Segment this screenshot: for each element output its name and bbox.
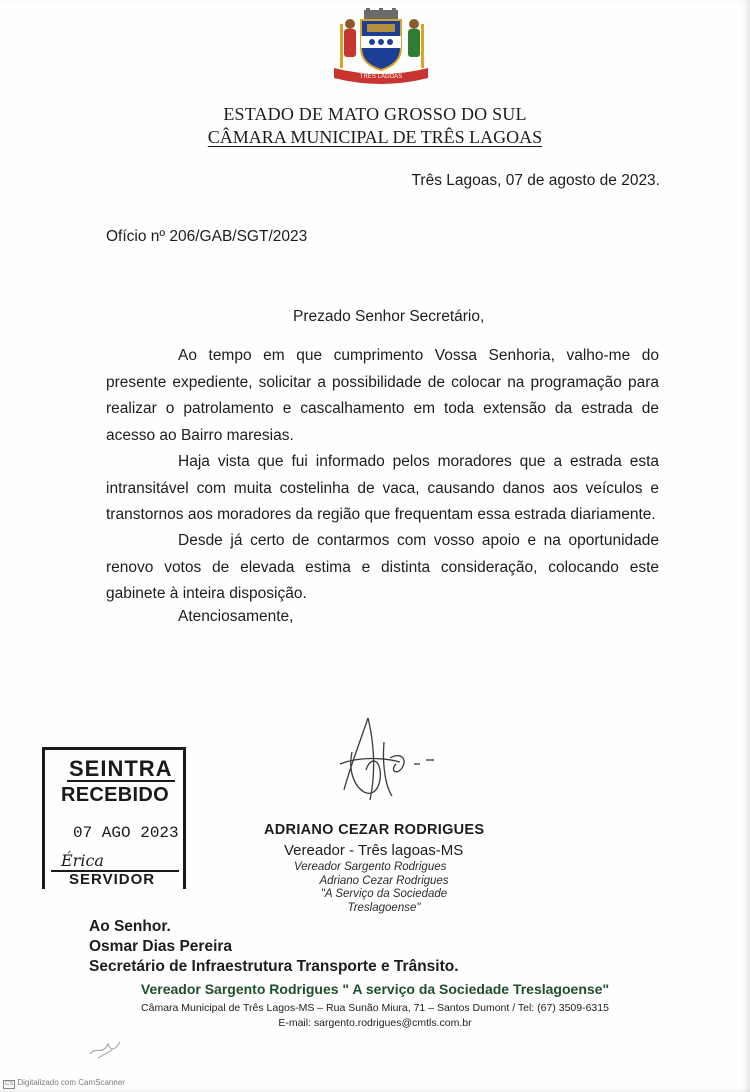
receipt-date: 07 AGO 2023: [73, 824, 179, 842]
recipient-name: Osmar Dias Pereira: [89, 938, 233, 955]
stamp-line: Treslagoense": [347, 901, 421, 914]
header-state: ESTADO DE MATO GROSSO DO SUL: [223, 104, 527, 124]
handwritten-signature: [330, 712, 440, 812]
scanner-text: Digitalizado com CamScanner: [17, 1078, 125, 1087]
footer-address: Câmara Municipal de Três Lagos-MS – Rua Sunão Miura, 71 – Santos Dumont / Tel: (67) 3509-6315: [141, 1002, 609, 1014]
recipient-title: Secretário de Infraestrutura Transporte e Trânsito.: [89, 958, 459, 975]
paragraph-request-text: Ao tempo em que cumprimento Vossa Senhoria, valho-me do presente expediente, solicitar a possibilidade de colocar na programação para realizar o patrolamento e cascalhamento em toda extensão da estrada de acesso ao Bairro maresias.: [106, 347, 659, 444]
paragraph-request: [106, 343, 659, 449]
recipient-greeting: Ao Senhor.: [89, 918, 171, 935]
scanner-watermark: [3, 1078, 125, 1089]
paragraph-reason: [106, 449, 659, 529]
stamp-line: "A Serviço da Sociedade: [320, 888, 448, 900]
paragraph-reason-text: Haja vista que fui informado pelos moradores que a estrada esta intransitável com muita costelinha de vaca, causando danos aos veículos e transtornos aos moradores da região que frequentam essa estrada diariamente.: [106, 453, 659, 523]
footer-email: E-mail: sargento.rodrigues@cmtls.com.br: [278, 1017, 472, 1029]
signer-name: ADRIANO CEZAR RODRIGUES: [264, 822, 485, 838]
svg-text:TRÊS LAGOAS: TRÊS LAGOAS: [359, 74, 403, 80]
pen-mark-icon: [88, 1036, 122, 1060]
letter-date: Três Lagoas, 07 de agosto de 2023.: [411, 172, 660, 189]
received-stamp: [42, 747, 186, 889]
paragraph-closing-remarks-text: Desde já certo de contarmos com vosso apoio e na oportunidade renovo votos de elevada estima e distinta consideração, colocando este gabinete à inteira disposição.: [106, 532, 659, 602]
header-chamber: [0, 127, 750, 148]
scanner-badge: CS: [5, 1081, 14, 1087]
footer-motto: Vereador Sargento Rodrigues " A serviço da Sociedade Treslagoense": [140, 981, 610, 997]
receipt-status: RECEBIDO: [61, 784, 169, 806]
signer-role: Vereador - Três lagoas-MS: [284, 842, 464, 859]
letter-salutation: Prezado Senhor Secretário,: [293, 308, 485, 325]
stamp-line: Vereador Sargento Rodrigues: [294, 861, 447, 873]
coat-of-arms-icon: [328, 8, 434, 86]
letter-reference: Ofício nº 206/GAB/SGT/2023: [106, 228, 308, 245]
letter-closing: Atenciosamente,: [178, 608, 294, 625]
header-chamber-text: CÂMARA MUNICIPAL DE TRÊS LAGOAS: [207, 127, 543, 147]
signature-stamp: [294, 861, 474, 915]
receipt-role: SERVIDOR: [69, 871, 156, 885]
receipt-handwritten-name: Érica: [61, 851, 104, 870]
stamp-line: Adriano Cezar Rodrigues: [319, 874, 449, 887]
paragraph-closing-remarks: [106, 528, 659, 608]
receipt-agency: SEINTRA: [69, 756, 173, 781]
